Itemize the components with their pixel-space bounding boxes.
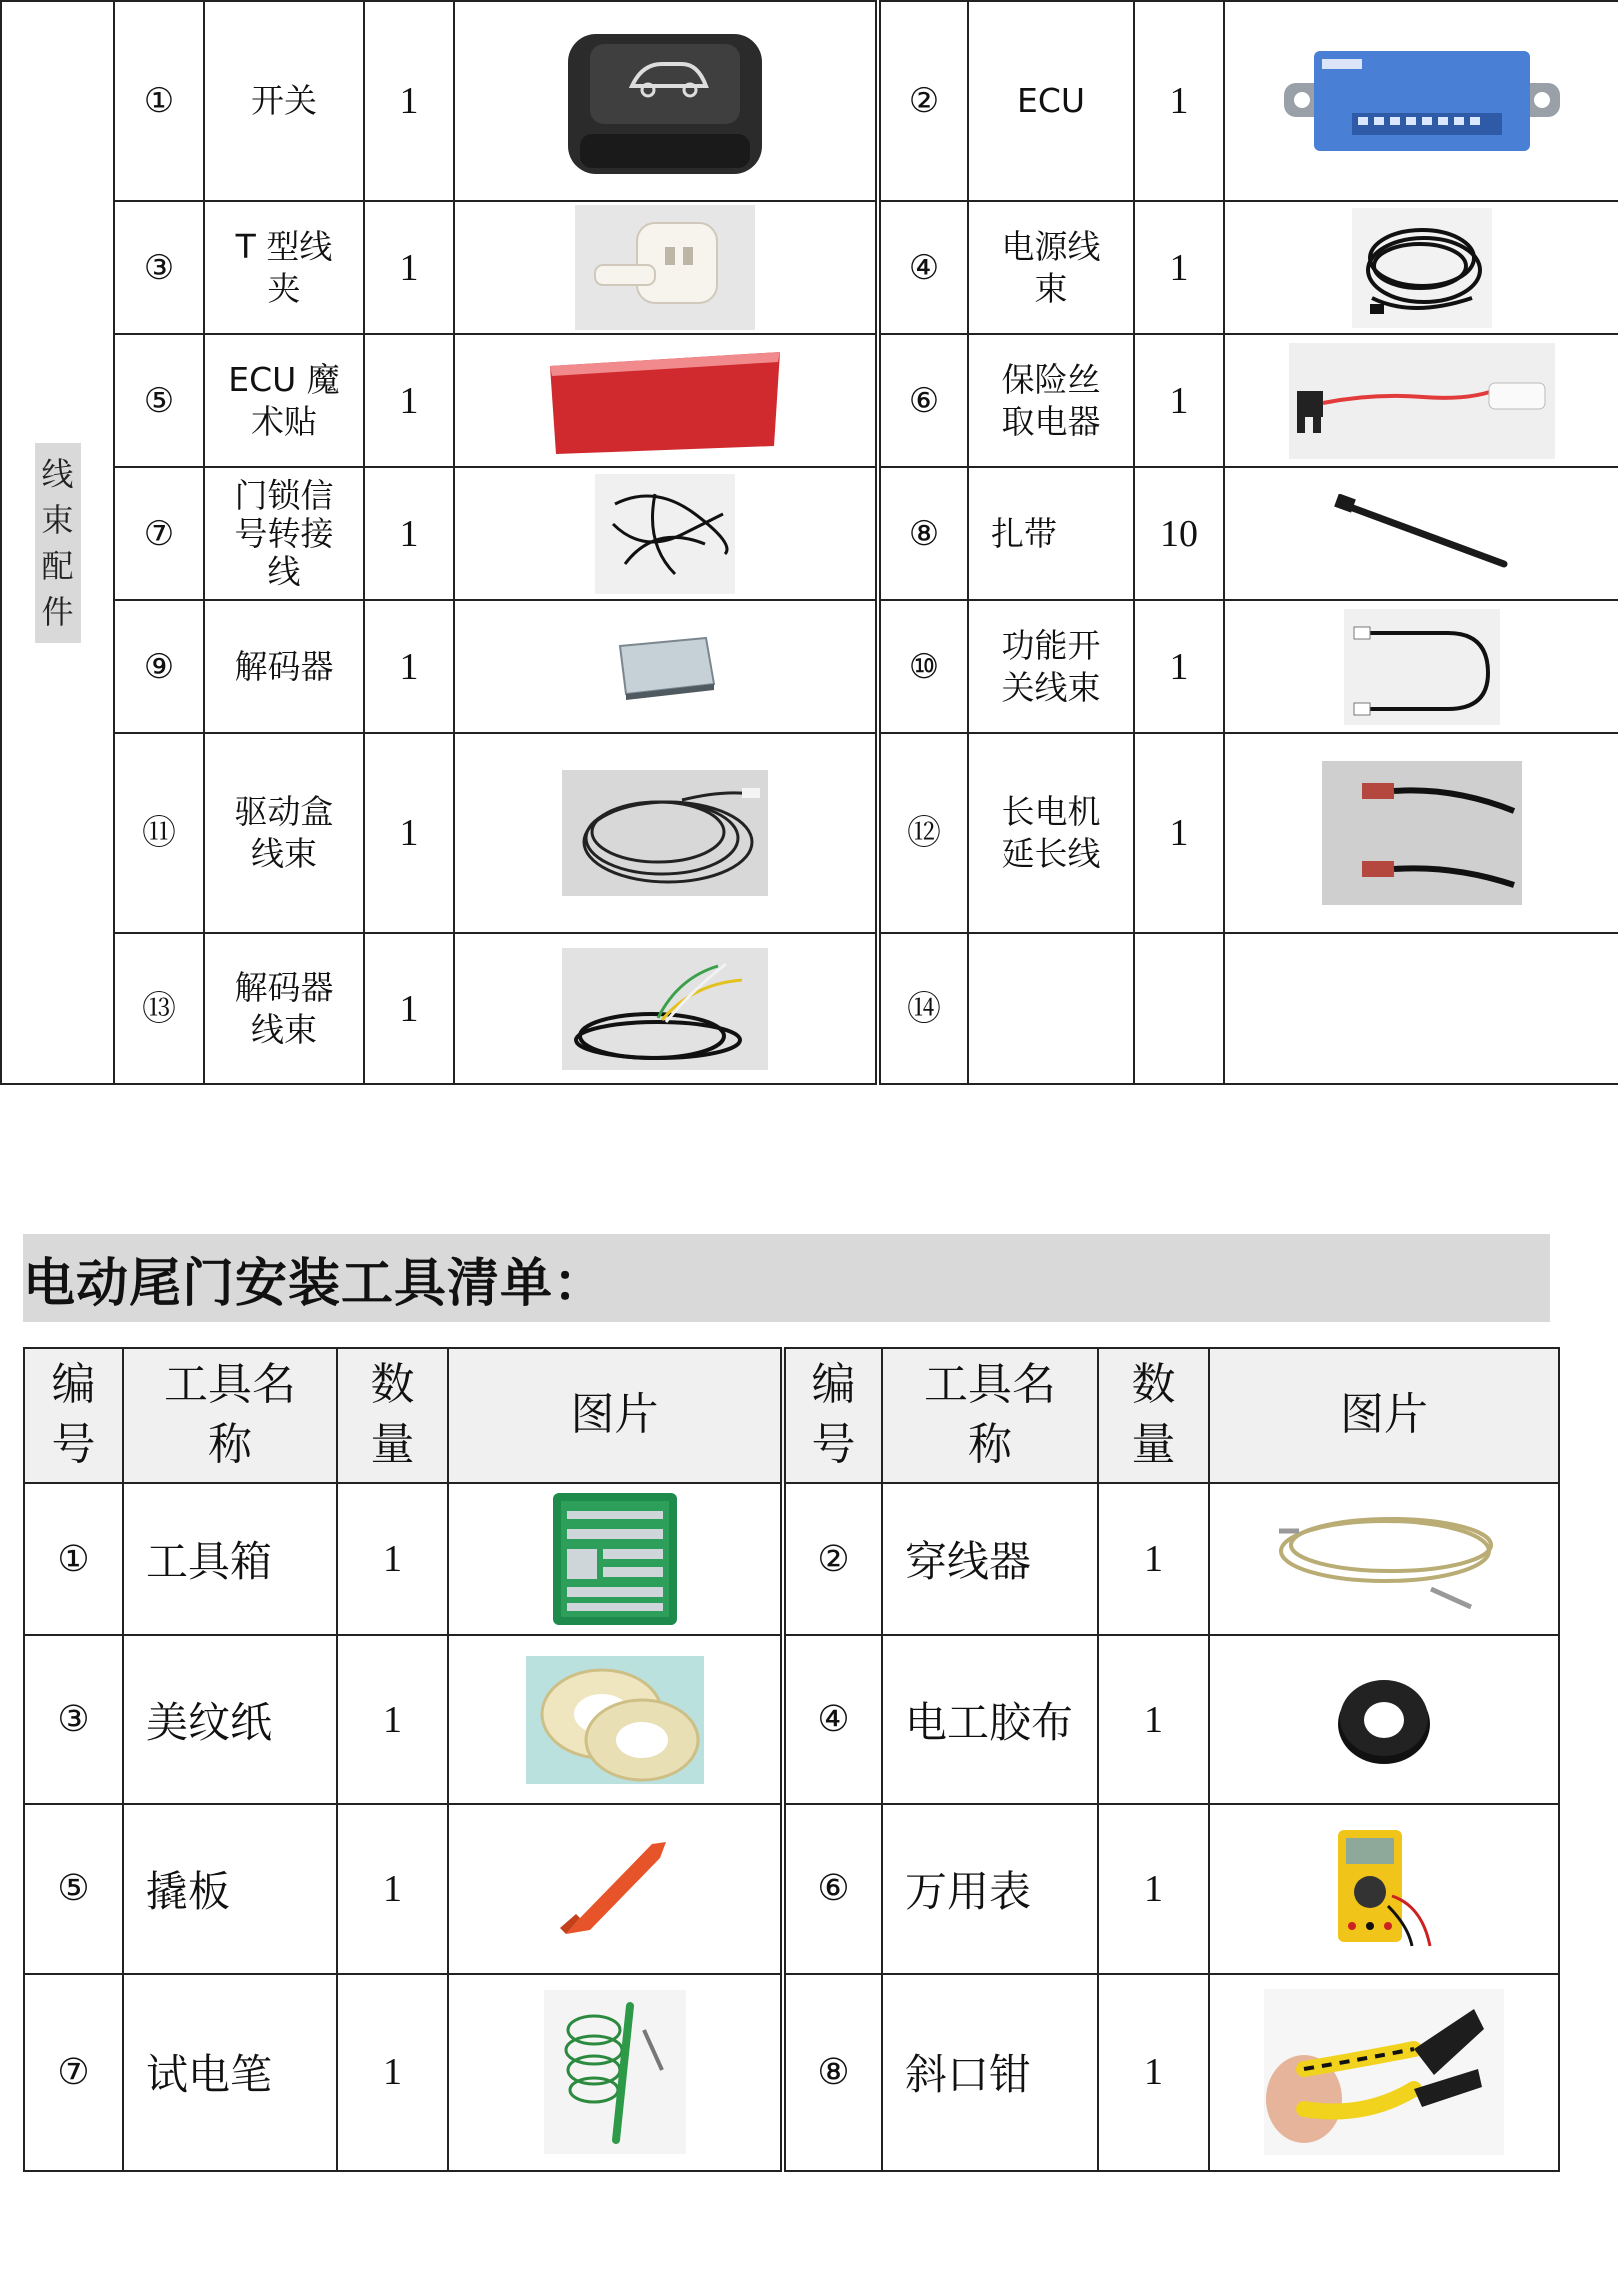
- item-number: ⑨: [114, 600, 204, 733]
- header-number: 编 号: [24, 1348, 123, 1483]
- item-number: ④: [878, 201, 968, 334]
- item-picture: [454, 334, 878, 467]
- parts-row: [1, 467, 1618, 600]
- fuse-tap-icon: [1289, 343, 1555, 459]
- item-picture: [1224, 600, 1618, 733]
- ecu-module-icon: [1282, 41, 1562, 161]
- parts-row: [1, 1, 1618, 201]
- item-number: ⑥: [878, 334, 968, 467]
- pry-tool-icon: [556, 1834, 674, 1944]
- tool-name: 撬板: [123, 1804, 337, 1973]
- tool-quantity: 1: [1098, 1804, 1209, 1973]
- section-heading: 电动尾门安装工具清单：: [23, 1234, 1550, 1322]
- tool-picture: [448, 1635, 783, 1804]
- item-picture: [1224, 334, 1618, 467]
- item-number: ⑤: [114, 334, 204, 467]
- header-picture: 图片: [1209, 1348, 1559, 1483]
- item-picture: [454, 933, 878, 1084]
- velcro-tape-icon: [550, 346, 780, 456]
- item-quantity: [1134, 933, 1224, 1084]
- tool-quantity: 1: [1098, 1974, 1209, 2172]
- item-number: ①: [114, 1, 204, 201]
- item-name: T 型线 夹: [204, 201, 364, 334]
- item-number: ③: [114, 201, 204, 334]
- tools-row: [24, 1974, 1559, 2172]
- tool-number: ④: [783, 1635, 882, 1804]
- item-name: [968, 933, 1134, 1084]
- tool-number: ⑥: [783, 1804, 882, 1973]
- parts-row: [1, 600, 1618, 733]
- tool-number: ①: [24, 1483, 123, 1635]
- tool-quantity: 1: [337, 1804, 448, 1973]
- parts-row: [1, 933, 1618, 1084]
- category-label: 线 束 配 件: [35, 443, 81, 643]
- item-picture: [1224, 467, 1618, 600]
- item-number: ⑬: [114, 933, 204, 1084]
- item-quantity: 1: [1134, 334, 1224, 467]
- item-number: ⑧: [878, 467, 968, 600]
- tool-picture: [1209, 1804, 1559, 1973]
- item-quantity: 1: [1134, 1, 1224, 201]
- header-row: [24, 1348, 1559, 1483]
- item-number: ⑦: [114, 467, 204, 600]
- item-name: 功能开 关线束: [968, 600, 1134, 733]
- item-picture: [454, 733, 878, 933]
- header-name: 工具名 称: [882, 1348, 1098, 1483]
- item-picture: [1224, 1, 1618, 201]
- item-picture: [1224, 201, 1618, 334]
- lock-adapter-cable-icon: [595, 474, 735, 594]
- masking-tape-icon: [526, 1656, 704, 1784]
- decoder-harness-icon: [562, 948, 768, 1070]
- tool-number: ⑧: [783, 1974, 882, 2172]
- item-name: 电源线 束: [968, 201, 1134, 334]
- tool-name: 穿线器: [882, 1483, 1098, 1635]
- tool-picture: [1209, 1635, 1559, 1804]
- electrical-tape-icon: [1332, 1668, 1436, 1772]
- item-picture: [454, 600, 878, 733]
- drive-box-harness-icon: [562, 770, 768, 896]
- item-quantity: 1: [364, 467, 454, 600]
- tool-number: ③: [24, 1635, 123, 1804]
- header-name: 工具名 称: [123, 1348, 337, 1483]
- tools-row: [24, 1483, 1559, 1635]
- header-quantity: 数 量: [1098, 1348, 1209, 1483]
- item-name: 解码器 线束: [204, 933, 364, 1084]
- tailgate-switch-icon: [560, 16, 770, 186]
- tools-row: [24, 1635, 1559, 1804]
- item-quantity: 1: [364, 600, 454, 733]
- harness-parts-table: [0, 0, 1618, 1085]
- item-picture: [454, 467, 878, 600]
- multimeter-icon: [1332, 1826, 1436, 1952]
- parts-row: [1, 201, 1618, 334]
- diagonal-pliers-icon: [1264, 1989, 1504, 2155]
- item-number: ②: [878, 1, 968, 201]
- tool-name: 工具箱: [123, 1483, 337, 1635]
- tool-quantity: 1: [337, 1635, 448, 1804]
- tool-name: 万用表: [882, 1804, 1098, 1973]
- item-name: 门锁信 号转接 线: [204, 467, 364, 600]
- item-picture: [1224, 733, 1618, 933]
- item-quantity: 1: [364, 334, 454, 467]
- item-quantity: 1: [1134, 201, 1224, 334]
- tool-picture: [448, 1974, 783, 2172]
- item-quantity: 1: [364, 933, 454, 1084]
- item-name: 解码器: [204, 600, 364, 733]
- item-quantity: 1: [364, 733, 454, 933]
- motor-extension-icon: [1322, 761, 1522, 905]
- tool-number: ⑤: [24, 1804, 123, 1973]
- header-number: 编 号: [783, 1348, 882, 1483]
- item-number: ⑫: [878, 733, 968, 933]
- item-name: 驱动盒 线束: [204, 733, 364, 933]
- item-name: ECU: [968, 1, 1134, 201]
- tool-name: 美纹纸: [123, 1635, 337, 1804]
- tools-table: [23, 1347, 1560, 2172]
- test-pen-icon: [544, 1990, 686, 2154]
- item-name: 长电机 延长线: [968, 733, 1134, 933]
- header-quantity: 数 量: [337, 1348, 448, 1483]
- parts-row: [1, 733, 1618, 933]
- parts-row: [1, 334, 1618, 467]
- tool-name: 试电笔: [123, 1974, 337, 2172]
- toolbox-icon: [551, 1489, 679, 1629]
- item-quantity: 1: [364, 201, 454, 334]
- tool-picture: [448, 1804, 783, 1973]
- item-picture: [454, 1, 878, 201]
- tool-name: 斜口钳: [882, 1974, 1098, 2172]
- item-quantity: 1: [1134, 600, 1224, 733]
- tool-picture: [1209, 1974, 1559, 2172]
- tool-quantity: 1: [1098, 1635, 1209, 1804]
- tool-quantity: 1: [1098, 1483, 1209, 1635]
- item-name: ECU 魔 术贴: [204, 334, 364, 467]
- item-number: ⑪: [114, 733, 204, 933]
- item-picture: [454, 201, 878, 334]
- item-picture: [1224, 933, 1618, 1084]
- tool-number: ⑦: [24, 1974, 123, 2172]
- item-name: 开关: [204, 1, 364, 201]
- item-quantity: 10: [1134, 467, 1224, 600]
- cable-tie-icon: [1332, 494, 1512, 574]
- item-name: 保险丝 取电器: [968, 334, 1134, 467]
- header-picture: 图片: [448, 1348, 783, 1483]
- tool-quantity: 1: [337, 1974, 448, 2172]
- item-quantity: 1: [364, 1, 454, 201]
- tool-quantity: 1: [337, 1483, 448, 1635]
- item-number: ⑩: [878, 600, 968, 733]
- tool-picture: [448, 1483, 783, 1635]
- item-quantity: 1: [1134, 733, 1224, 933]
- item-name: 扎带: [968, 467, 1134, 600]
- tool-name: 电工胶布: [882, 1635, 1098, 1804]
- power-harness-icon: [1352, 208, 1492, 328]
- switch-harness-icon: [1344, 609, 1500, 725]
- category-cell: [1, 1, 114, 1084]
- tool-number: ②: [783, 1483, 882, 1635]
- tool-picture: [1209, 1483, 1559, 1635]
- t-clip-icon: [575, 205, 755, 330]
- decoder-icon: [610, 632, 720, 702]
- tools-row: [24, 1804, 1559, 1973]
- item-number: ⑭: [878, 933, 968, 1084]
- wire-puller-icon: [1271, 1495, 1497, 1623]
